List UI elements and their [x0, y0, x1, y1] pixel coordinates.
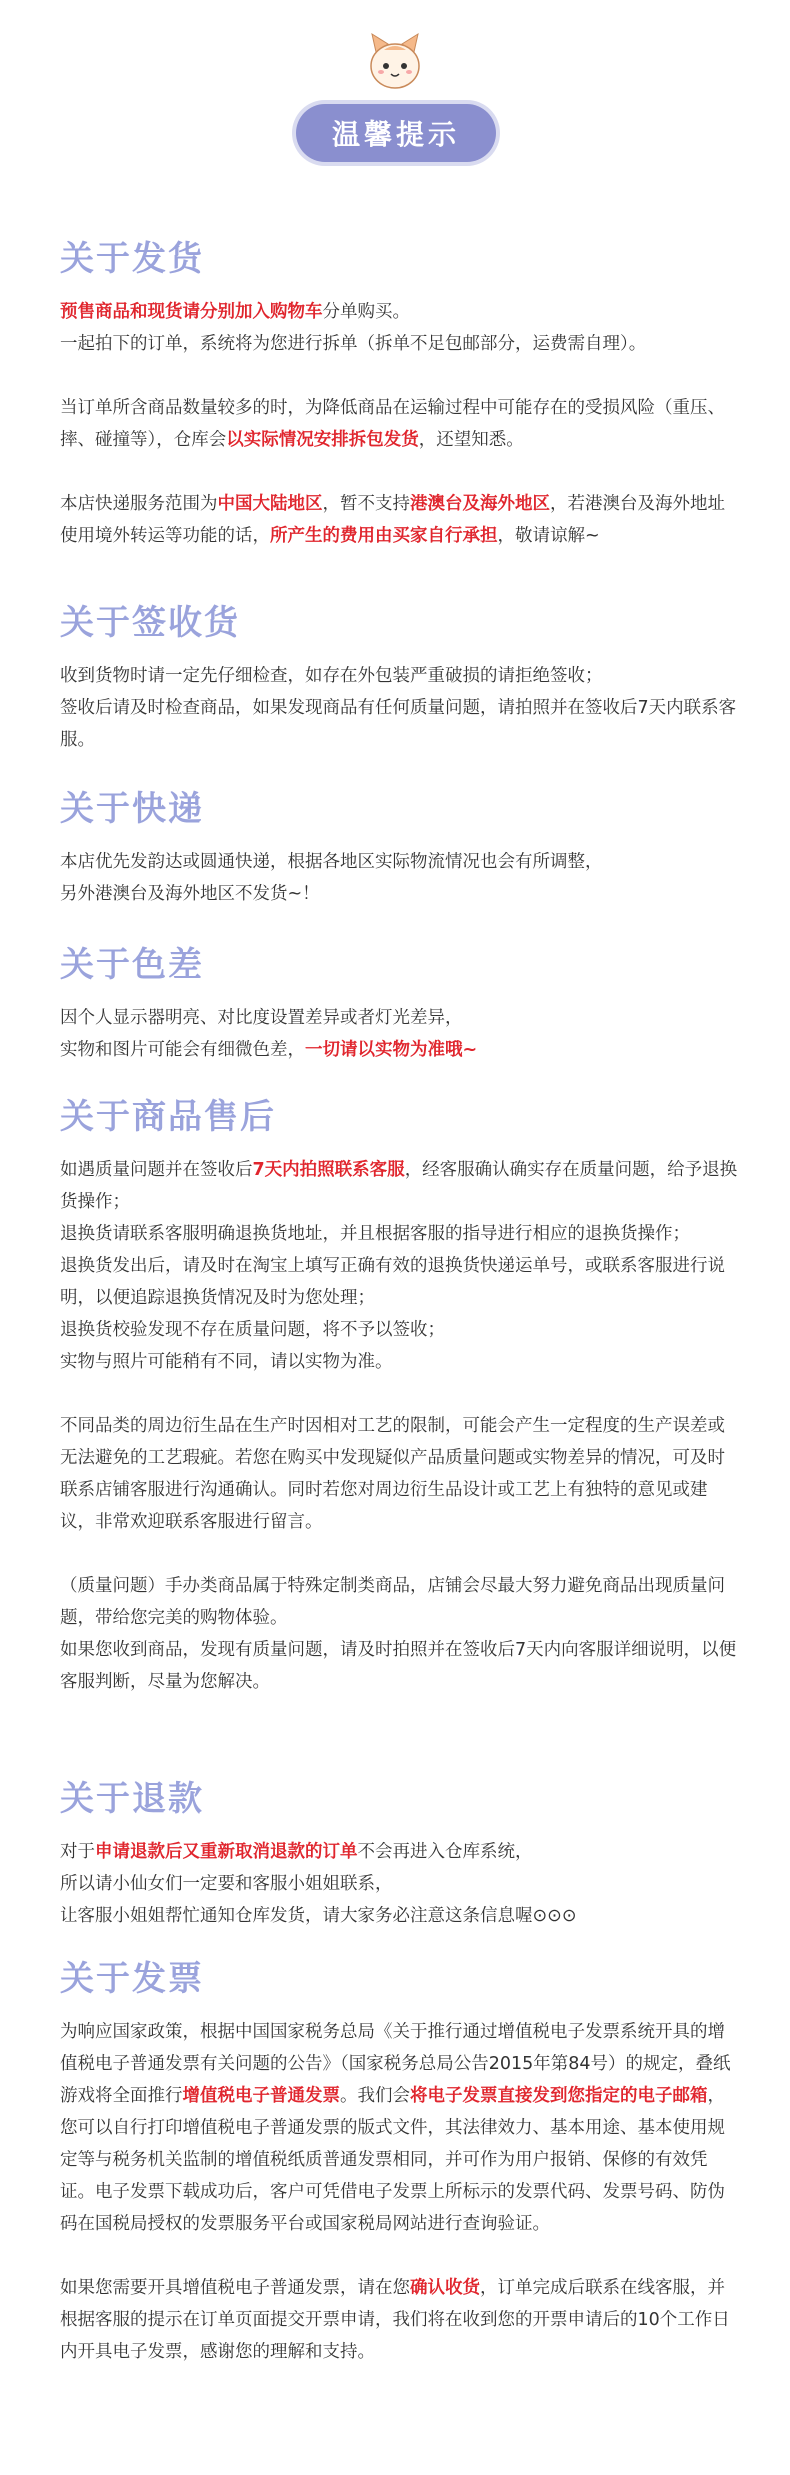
body-text: 所以请小仙女们一定要和客服小姐姐联系，: [60, 1874, 393, 1894]
body-text: 让客服小姐姐帮忙通知仓库发货，请大家务必注意这条信息喔⊙⊙⊙: [60, 1906, 577, 1926]
highlight-text: 7天内拍照联系客服: [252, 1160, 405, 1180]
paragraph: [60, 1900, 740, 1932]
highlight-text: 将电子发票直接发到您指定的电子邮箱: [410, 2086, 708, 2106]
paragraph-gap: [60, 456, 740, 488]
paragraph: [60, 660, 740, 692]
paragraph: [60, 1154, 740, 1218]
highlight-text: 所产生的费用由买家自行承担: [270, 526, 498, 546]
body-text: ，敬请谅解~: [497, 526, 600, 546]
paragraph: [60, 1570, 740, 1634]
paragraph: [60, 1634, 740, 1698]
paragraph-gap: [60, 1378, 740, 1410]
body-text: 本店优先发韵达或圆通快递，根据各地区实际物流情况也会有所调整，: [60, 852, 603, 872]
section-title: 关于色差: [60, 945, 204, 985]
body-text: （质量问题）手办类商品属于特殊定制类商品，店铺会尽最大努力避免商品出现质量问题，带给您完美的购物体验。: [60, 1576, 725, 1628]
highlight-text: 港澳台及海外地区: [410, 494, 550, 514]
paragraph: [60, 1836, 740, 1868]
section-shipping: [60, 236, 740, 552]
paragraph: [60, 878, 740, 910]
section-refund: [60, 1776, 740, 1932]
body-text: 不同品类的周边衍生品在生产时因相对工艺的限制，可能会产生一定程度的生产误差或无法避免的工艺瑕疵。若您在购买中发现疑似产品质量问题或实物差异的情况，可及时联系店铺客服进行沟通确认。同时若您对周边衍生品设计或工艺上有独特的意见或建议，非常欢迎联系客服进行留言。: [60, 1416, 725, 1532]
body-text: 退换货校验发现不存在质量问题，将不予以签收；: [60, 1320, 445, 1340]
section-invoice: [60, 1956, 740, 2368]
section-title: 关于快递: [60, 789, 204, 829]
paragraph: [60, 296, 740, 328]
section-title: 关于签收货: [60, 603, 240, 643]
paragraph: [60, 1346, 740, 1378]
body-text: 签收后请及时检查商品，如果发现商品有任何质量问题，请拍照并在签收后7天内联系客服。: [60, 698, 737, 750]
body-text: 退换货发出后，请及时在淘宝上填写正确有效的退换货快递运单号，或联系客服进行说明，以便追踪退换货情况及时为您处理；: [60, 1256, 725, 1308]
highlight-text: 中国大陆地区: [217, 494, 323, 514]
paragraph: [60, 1034, 740, 1066]
body-text: 。我们会: [340, 2086, 410, 2106]
paragraph: [60, 1314, 740, 1346]
highlight-text: 申请退款后又重新取消退款的订单: [95, 1842, 358, 1862]
highlight-text: 增值税电子普通发票: [182, 2086, 340, 2106]
section-body: [60, 1002, 740, 1066]
header: [0, 0, 790, 180]
body-text: 本店快递服务范围为: [60, 494, 218, 514]
paragraph: [60, 328, 740, 360]
body-text: ，经客服确认确实存在质量问题，给予退换货操作；: [60, 1160, 738, 1212]
body-text: ，暂不支持: [322, 494, 410, 514]
paragraph: [60, 1868, 740, 1900]
body-text: 当订单所含商品数量较多的时，为降低商品在运输过程中可能存在的受损风险（重压、摔、碰撞等），仓库会: [60, 398, 725, 450]
body-text: 如果您收到商品，发现有质量问题，请及时拍照并在签收后7天内向客服详细说明，以便客服判断，尽量为您解决。: [60, 1640, 737, 1692]
section-title: 关于商品售后: [60, 1097, 276, 1137]
section-receiving: [60, 600, 740, 756]
paragraph: [60, 2272, 740, 2368]
body-text: 收到货物时请一定先仔细检查，如存在外包装严重破损的请拒绝签收；: [60, 666, 603, 686]
paragraph: [60, 488, 740, 552]
section-body: [60, 1836, 740, 1932]
section-color-diff: [60, 942, 740, 1066]
section-body: [60, 846, 740, 910]
paragraph-gap: [60, 360, 740, 392]
body-text: 实物和图片可能会有细微色差，: [60, 1040, 305, 1060]
header-title-pill: [296, 104, 496, 162]
body-text: 不会再进入仓库系统，: [357, 1842, 533, 1862]
paragraph: [60, 846, 740, 878]
body-text: 分单购买。: [322, 302, 410, 322]
header-title: 温馨提示: [331, 118, 460, 151]
body-text: ，还望知悉。: [418, 430, 524, 450]
section-title: 关于发票: [60, 1959, 204, 1999]
paragraph-gap: [60, 1538, 740, 1570]
paragraph-gap: [60, 2240, 740, 2272]
section-body: [60, 660, 740, 756]
section-title: 关于退款: [60, 1779, 204, 1819]
body-text: 为响应国家政策，根据中国国家税务总局《关于推行通过增值税电子发票系统开具的增值税电子普通发票有关问题的公告》（国家税务总局公告2015年第84号）的规定，叠纸游戏将全面推行: [60, 2022, 731, 2106]
paragraph: [60, 1250, 740, 1314]
section-title: 关于发货: [60, 239, 204, 279]
paragraph: [60, 1218, 740, 1250]
section-courier: [60, 786, 740, 910]
paragraph: [60, 692, 740, 756]
body-text: 退换货请联系客服明确退换货地址，并且根据客服的指导进行相应的退换货操作；: [60, 1224, 690, 1244]
body-text: 一起拍下的订单，系统将为您进行拆单（拆单不足包邮部分，运费需自理）。: [60, 334, 647, 354]
paragraph: [60, 1002, 740, 1034]
body-text: 实物与照片可能稍有不同，请以实物为准。: [60, 1352, 393, 1372]
body-text: ，您可以自行打印增值税电子普通发票的版式文件，其法律效力、基本用途、基本使用规定等与税务机关监制的增值税纸质普通发票相同，并可作为用户报销、保修的有效凭证。电子发票下载成功后，客户可凭借电子发票上所标示的发票代码、发票号码、防伪码在国税局授权的发票服务平台或国家税局网站进行查询验证。: [60, 2086, 725, 2234]
highlight-text: 以实际情况安排拆包发货: [226, 430, 419, 450]
body-text: 如遇质量问题并在签收后: [60, 1160, 253, 1180]
paragraph: [60, 392, 740, 456]
highlight-text: 一切请以实物为准哦~: [305, 1040, 478, 1060]
body-text: ，若港澳台及海外地址使用境外转运等功能的话，: [60, 494, 725, 546]
highlight-text: 预售商品和现货请分别加入购物车: [60, 302, 323, 322]
section-body: [60, 2016, 740, 2368]
body-text: 对于: [60, 1842, 95, 1862]
paragraph: [60, 1410, 740, 1538]
section-body: [60, 296, 740, 552]
section-after-sales: [60, 1094, 740, 1698]
body-text: 另外港澳台及海外地区不发货~！: [60, 884, 320, 904]
paragraph: [60, 2016, 740, 2240]
highlight-text: 确认收货: [410, 2278, 480, 2298]
body-text: ，订单完成后联系在线客服，并根据客服的提示在订单页面提交开票申请，我们将在收到您的开票申请后的10个工作日内开具电子发票，感谢您的理解和支持。: [60, 2278, 730, 2362]
cat-mascot-icon: [364, 30, 426, 92]
section-body: [60, 1154, 740, 1698]
body-text: 如果您需要开具增值税电子普通发票，请在您: [60, 2278, 410, 2298]
body-text: 因个人显示器明亮、对比度设置差异或者灯光差异，: [60, 1008, 463, 1028]
